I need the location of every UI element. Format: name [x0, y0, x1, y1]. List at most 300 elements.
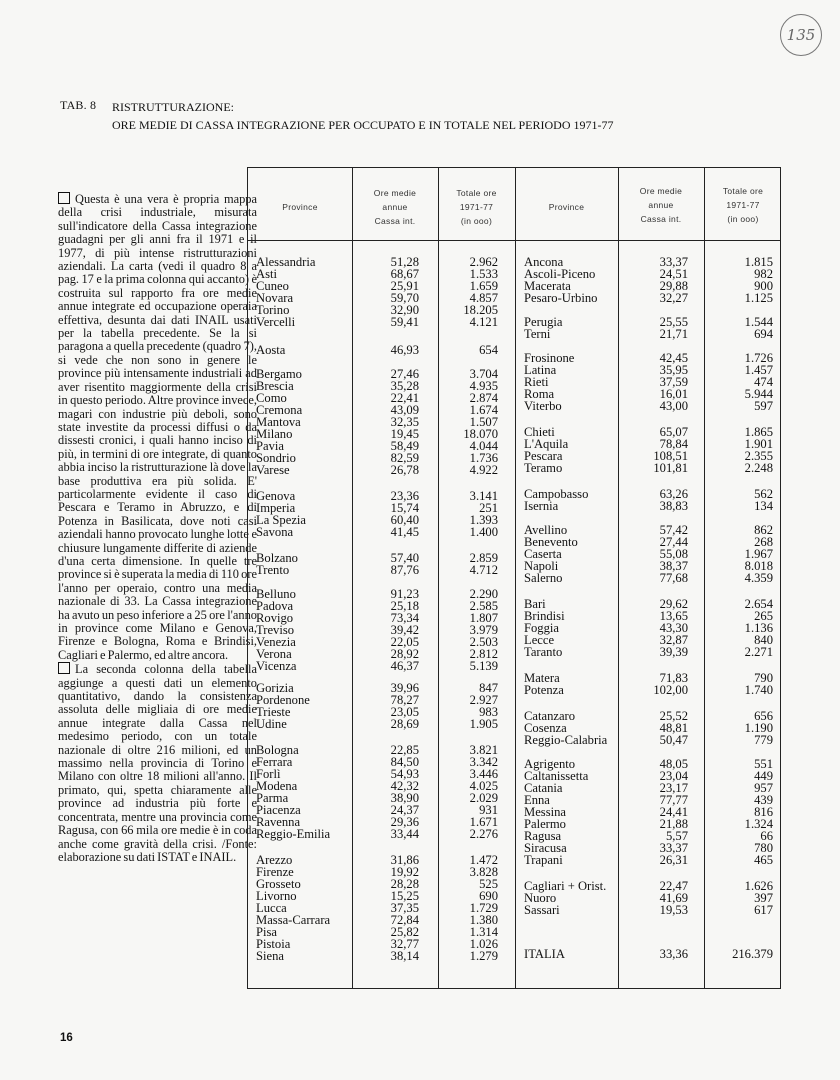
hours-value: 42,45 — [659, 351, 688, 365]
hours-value: 35,28 — [390, 379, 419, 393]
province-name: Siena — [256, 949, 284, 963]
province-name: Sassari — [524, 903, 560, 917]
checkbox-bullet-icon — [58, 192, 70, 204]
sidebar-paragraph-2-text: La seconda colonna della tabella aggiunge a questi dati un elemento quantitativo, dando la consistenza assoluta delle migliaia di ore medie annue integrate dalla Cassa nel medesimo periodo, con un totale nazionale di oltre 216 milioni, ed un massimo nella provincia di Torino e Milano con oltre 18 milioni all'anno. Il primato, qui, spetta chiaramente alle province ad industria più forte e concentrata, mentre una provincia come Ragusa, con 66 mila ore medie è in coda anche come gravità della crisi. /Fonte: elaborazione su dati ISTAT e INAIL. — [58, 662, 257, 864]
total-value: 2.962 — [469, 255, 498, 269]
hours-value: 25,55 — [659, 315, 688, 329]
hours-value: 24,51 — [659, 267, 688, 281]
hours-value: 32,35 — [390, 415, 419, 429]
total-value: 1.901 — [744, 437, 773, 451]
province-name: Imperia — [256, 501, 296, 515]
total-value: 4.025 — [469, 779, 498, 793]
checkbox-bullet-icon — [58, 662, 70, 674]
hours-value: 91,23 — [390, 587, 419, 601]
total-value: 1.125 — [744, 291, 773, 305]
total-value: 847 — [479, 681, 498, 695]
total-value: 268 — [754, 535, 773, 549]
hours-value: 32,87 — [659, 633, 688, 647]
province-name: Caserta — [524, 547, 562, 561]
hours-value: 108,51 — [653, 449, 688, 463]
total-value: 2.927 — [469, 693, 498, 707]
table-row — [248, 500, 782, 513]
total-value: 1.279 — [469, 949, 498, 963]
province-name: Lucca — [256, 901, 287, 915]
total-value: 5.139 — [469, 659, 498, 673]
province-name: Teramo — [524, 461, 563, 475]
province-name: Arezzo — [256, 853, 293, 867]
total-value: 1.544 — [744, 315, 773, 329]
total-value: 4.359 — [744, 571, 773, 585]
province-name: Varese — [256, 463, 290, 477]
province-name: Benevento — [524, 535, 578, 549]
hours-value: 87,76 — [390, 563, 419, 577]
hours-value: 71,83 — [659, 671, 688, 685]
total-value: 816 — [754, 805, 773, 819]
province-name: Mantova — [256, 415, 301, 429]
total-value: 2.874 — [469, 391, 498, 405]
total-value: 656 — [754, 709, 773, 723]
hours-value: 29,88 — [659, 279, 688, 293]
province-name: Rieti — [524, 375, 549, 389]
total-value: 3.446 — [469, 767, 498, 781]
total-value: 2.585 — [469, 599, 498, 613]
total-value: 1.674 — [469, 403, 498, 417]
total-value: 2.029 — [469, 791, 498, 805]
hours-value: 50,47 — [659, 733, 688, 747]
total-value: 3.704 — [469, 367, 498, 381]
province-name: Novara — [256, 291, 294, 305]
total-value: 2.271 — [744, 645, 773, 659]
hours-value: 38,37 — [659, 559, 688, 573]
hours-value: 23,17 — [659, 781, 688, 795]
province-name: Vercelli — [256, 315, 296, 329]
hours-value: 37,59 — [659, 375, 688, 389]
province-name: Enna — [524, 793, 550, 807]
hours-value: 58,49 — [390, 439, 419, 453]
province-name: Pisa — [256, 925, 277, 939]
province-name: Ascoli-Piceno — [524, 267, 596, 281]
header-hours-right: Ore medie annue Cassa int. — [639, 186, 683, 224]
province-name: Catanzaro — [524, 709, 576, 723]
hours-value: 25,91 — [390, 279, 419, 293]
total-value: 690 — [479, 889, 498, 903]
total-value: 251 — [479, 501, 498, 515]
page-number: 16 — [60, 1032, 73, 1044]
province-name: Nuoro — [524, 891, 557, 905]
total-value: 1.324 — [744, 817, 773, 831]
total-value: 1.136 — [744, 621, 773, 635]
total-value: 1.190 — [744, 721, 773, 735]
province-name: Verona — [256, 647, 292, 661]
header-hours-left: Ore medie annue Cassa int. — [373, 188, 417, 226]
province-name: Potenza — [524, 683, 564, 697]
province-name: Terni — [524, 327, 551, 341]
data-table — [247, 167, 781, 989]
table-row — [248, 400, 782, 413]
province-name: Cagliari + Orist. — [524, 879, 607, 893]
hours-value: 55,08 — [659, 547, 688, 561]
page-mark-stamp — [780, 14, 822, 56]
hours-value: 27,46 — [390, 367, 419, 381]
hours-value: 32,77 — [390, 937, 419, 951]
province-name: Grosseto — [256, 877, 301, 891]
province-name: Venezia — [256, 635, 296, 649]
province-name: Pavia — [256, 439, 284, 453]
header-total-right: Totale ore 1971-77 (in ooo) — [722, 186, 764, 224]
hours-value: 13,65 — [659, 609, 688, 623]
hours-value: 25,82 — [390, 925, 419, 939]
hours-value: 39,39 — [659, 645, 688, 659]
hours-value: 27,44 — [659, 535, 688, 549]
hours-value: 21,88 — [659, 817, 688, 831]
hours-value: 25,18 — [390, 599, 419, 613]
hours-value: 33,44 — [390, 827, 419, 841]
province-name: Trieste — [256, 705, 291, 719]
province-name: Trento — [256, 563, 290, 577]
title-line-2: ORE MEDIE DI CASSA INTEGRAZIONE PER OCCUPATO E IN TOTALE NEL PERIODO 1971-77 — [112, 118, 614, 132]
hours-value: 51,28 — [390, 255, 419, 269]
hours-value: 19,45 — [390, 427, 419, 441]
hours-value: 57,40 — [390, 551, 419, 565]
hours-value: 72,84 — [390, 913, 419, 927]
total-value: 654 — [479, 343, 498, 357]
province-name: Ancona — [524, 255, 564, 269]
hours-value: 63,26 — [659, 487, 688, 501]
total-value: 4.857 — [469, 291, 498, 305]
total-value: 1.393 — [469, 513, 498, 527]
total-value: 465 — [754, 853, 773, 867]
total-value: 1.533 — [469, 267, 498, 281]
province-name: Forlì — [256, 767, 281, 781]
province-name: Sondrio — [256, 451, 296, 465]
total-value: 2.248 — [744, 461, 773, 475]
header-divider — [248, 240, 780, 241]
province-name: Alessandria — [256, 255, 316, 269]
total-value: 790 — [754, 671, 773, 685]
total-value: 779 — [754, 733, 773, 747]
province-name: Brindisi — [524, 609, 565, 623]
total-value: 3.979 — [469, 623, 498, 637]
table-row — [248, 681, 782, 697]
sidebar-paragraph-1-text: Questa è una vera è propria mappa della crisi industriale, misurata sull'indicatore della Cassa integrazione guadagni per gli anni fra il 1971 e il 1977, di più intense ristrutturazioni aziendali. La carta (vedi il quadro 8 a pag. 17 e la prima colonna qui accanto) è costruita sul rapporto fra ore medie annue integrate ed occupazione operaia effettiva, desunta dai dati INAIL usati per la tabella precedente. Se la si paragona a quella precedente (quadro 7), si vede che non sono in genere le province più intensamente industriali ad aver risentito maggiormente della crisi in questo periodo. Altre province invece, magari con industrie più deboli, sono state investite da processi diffusi o da dissesti cronici, i quali hanno inciso di più, in termini di ore integrate, di quanto abbia inciso la ristrutturazione là dove la base produttiva era più solida. E' particolarmente evidente il caso di Pescara e Teramo in Abruzzo, e di Potenza in Basilicata, dove noti casi aziendali hanno provocato lunghe lotte e chiusure lungamente differite di aziende d'una certa dimensione. In quelle tre province si è superata la media di 110 ore l'anno per operaio, contro una media nazionale di 33. La Cassa integrazione ha avuto un peso inferiore a 25 ore l'anno in province come Milano e Genova, Firenze e Bologna, Roma e Brindisi, Cagliari e Palermo, ed altre ancora. — [58, 192, 257, 662]
province-name: Cuneo — [256, 279, 289, 293]
province-name: Avellino — [524, 523, 568, 537]
total-value: 1.736 — [469, 451, 498, 465]
province-name: Aosta — [256, 343, 286, 357]
province-name: Salerno — [524, 571, 563, 585]
province-name: ITALIA — [524, 947, 565, 961]
province-name: Bari — [524, 597, 546, 611]
hours-value: 101,81 — [653, 461, 688, 475]
total-value: 1.507 — [469, 415, 498, 429]
hours-value: 28,28 — [390, 877, 419, 891]
province-name: Treviso — [256, 623, 295, 637]
total-value: 1.726 — [744, 351, 773, 365]
province-name: Siracusa — [524, 841, 567, 855]
province-name: Cosenza — [524, 721, 567, 735]
header-province-right: Province — [548, 202, 585, 212]
total-value: 1.815 — [744, 255, 773, 269]
province-name: Vicenza — [256, 659, 297, 673]
total-value: 957 — [754, 781, 773, 795]
total-value: 1.807 — [469, 611, 498, 625]
province-name: La Spezia — [256, 513, 306, 527]
total-value: 900 — [754, 279, 773, 293]
table-row — [248, 901, 782, 917]
total-value: 562 — [754, 487, 773, 501]
total-value: 3.828 — [469, 865, 498, 879]
province-name: Catania — [524, 781, 563, 795]
table-row — [248, 948, 782, 961]
hours-value: 41,69 — [659, 891, 688, 905]
province-name: Matera — [524, 671, 560, 685]
hours-value: 43,30 — [659, 621, 688, 635]
total-value: 397 — [754, 891, 773, 905]
table-title — [112, 98, 614, 134]
table-row — [248, 328, 782, 341]
province-name: Pordenone — [256, 693, 310, 707]
total-value: 4.935 — [469, 379, 498, 393]
hours-value: 68,67 — [390, 267, 419, 281]
hours-value: 37,35 — [390, 901, 419, 915]
total-value: 840 — [754, 633, 773, 647]
hours-value: 29,62 — [659, 597, 688, 611]
province-name: Belluno — [256, 587, 296, 601]
province-name: Foggia — [524, 621, 559, 635]
hours-value: 28,69 — [390, 717, 419, 731]
total-value: 5.944 — [744, 387, 773, 401]
total-value: 1.457 — [744, 363, 773, 377]
total-value: 449 — [754, 769, 773, 783]
province-name: Roma — [524, 387, 555, 401]
total-value: 694 — [754, 327, 773, 341]
sidebar-commentary — [58, 192, 257, 864]
total-value: 1.729 — [469, 901, 498, 915]
hours-value: 22,85 — [390, 743, 419, 757]
total-value: 1.400 — [469, 525, 498, 539]
total-value: 862 — [754, 523, 773, 537]
province-name: Milano — [256, 427, 293, 441]
hours-value: 35,95 — [659, 363, 688, 377]
total-value: 4.922 — [469, 463, 498, 477]
province-name: Agrigento — [524, 757, 576, 771]
sidebar-paragraph-2 — [58, 662, 257, 864]
hours-value: 38,83 — [659, 499, 688, 513]
province-name: Viterbo — [524, 399, 562, 413]
province-name: Massa-Carrara — [256, 913, 331, 927]
hours-value: 39,42 — [390, 623, 419, 637]
total-value: 982 — [754, 267, 773, 281]
province-name: Pistoia — [256, 937, 291, 951]
total-value: 983 — [479, 705, 498, 719]
hours-value: 57,42 — [659, 523, 688, 537]
province-name: Reggio-Emilia — [256, 827, 331, 841]
total-value: 3.141 — [469, 489, 498, 503]
total-value: 525 — [479, 877, 498, 891]
hours-value: 22,41 — [390, 391, 419, 405]
province-name: Trapani — [524, 853, 563, 867]
total-value: 4.712 — [469, 563, 498, 577]
hours-value: 41,45 — [390, 525, 419, 539]
hours-value: 22,05 — [390, 635, 419, 649]
province-name: Asti — [256, 267, 277, 281]
total-value: 4.121 — [469, 315, 498, 329]
header-total-left: Totale ore 1971-77 (in ooo) — [456, 188, 497, 226]
province-name: Perugia — [524, 315, 563, 329]
total-value: 439 — [754, 793, 773, 807]
table-row — [248, 292, 782, 305]
hours-value: 46,37 — [390, 659, 419, 673]
hours-value: 82,59 — [390, 451, 419, 465]
total-value: 597 — [754, 399, 773, 413]
total-value: 1.026 — [469, 937, 498, 951]
total-value: 1.626 — [744, 879, 773, 893]
hours-value: 43,00 — [659, 399, 688, 413]
province-name: Modena — [256, 779, 298, 793]
total-value: 2.812 — [469, 647, 498, 661]
header-province-left: Province — [282, 202, 318, 212]
total-value: 1.865 — [744, 425, 773, 439]
province-name: Taranto — [524, 645, 563, 659]
total-value: 8.018 — [744, 559, 773, 573]
hours-value: 38,14 — [390, 949, 419, 963]
province-name: Piacenza — [256, 803, 301, 817]
total-value: 780 — [754, 841, 773, 855]
hours-value: 46,93 — [390, 343, 419, 357]
province-name: Como — [256, 391, 287, 405]
province-name: Parma — [256, 791, 289, 805]
hours-value: 24,41 — [659, 805, 688, 819]
province-name: Caltanissetta — [524, 769, 589, 783]
hours-value: 38,90 — [390, 791, 419, 805]
total-value: 1.671 — [469, 815, 498, 829]
total-value: 18.205 — [463, 303, 498, 317]
province-name: Padova — [256, 599, 294, 613]
province-name: Latina — [524, 363, 557, 377]
hours-value: 65,07 — [659, 425, 688, 439]
hours-value: 42,32 — [390, 779, 419, 793]
table-row — [248, 572, 782, 585]
province-name: Torino — [256, 303, 290, 317]
province-name: Bergamo — [256, 367, 302, 381]
page-mark-text: 135 — [786, 26, 816, 44]
hours-value: 33,36 — [659, 947, 688, 961]
total-value: 2.503 — [469, 635, 498, 649]
total-value: 216.379 — [732, 947, 773, 961]
hours-value: 23,04 — [659, 769, 688, 783]
province-name: Frosinone — [524, 351, 575, 365]
hours-value: 48,81 — [659, 721, 688, 735]
hours-value: 32,90 — [390, 303, 419, 317]
total-value: 1.472 — [469, 853, 498, 867]
hours-value: 77,68 — [659, 571, 688, 585]
province-name: Campobasso — [524, 487, 589, 501]
total-value: 1.905 — [469, 717, 498, 731]
hours-value: 39,96 — [390, 681, 419, 695]
province-name: Chieti — [524, 425, 555, 439]
total-value: 617 — [754, 903, 773, 917]
total-value: 1.967 — [744, 547, 773, 561]
province-name: Savona — [256, 525, 294, 539]
hours-value: 23,36 — [390, 489, 419, 503]
province-name: Lecce — [524, 633, 555, 647]
hours-value: 84,50 — [390, 755, 419, 769]
province-name: Livorno — [256, 889, 297, 903]
table-row — [248, 646, 782, 659]
province-name: Palermo — [524, 817, 566, 831]
hours-value: 33,37 — [659, 841, 688, 855]
hours-value: 5,57 — [665, 829, 688, 843]
hours-value: 59,41 — [390, 315, 419, 329]
hours-value: 15,25 — [390, 889, 419, 903]
hours-value: 15,74 — [390, 501, 419, 515]
province-name: Pescara — [524, 449, 563, 463]
province-name: Ravenna — [256, 815, 301, 829]
hours-value: 26,31 — [659, 853, 688, 867]
total-value: 2.290 — [469, 587, 498, 601]
province-name: Udine — [256, 717, 287, 731]
hours-value: 23,05 — [390, 705, 419, 719]
hours-value: 19,53 — [659, 903, 688, 917]
hours-value: 43,09 — [390, 403, 419, 417]
hours-value: 19,92 — [390, 865, 419, 879]
table-number: TAB. 8 — [60, 98, 97, 112]
hours-value: 24,37 — [390, 803, 419, 817]
title-line-1: RISTRUTTURAZIONE: — [112, 100, 234, 114]
total-value: 4.044 — [469, 439, 498, 453]
province-name: Ragusa — [524, 829, 562, 843]
province-name: L'Aquila — [524, 437, 569, 451]
table-row — [248, 734, 782, 747]
hours-value: 32,27 — [659, 291, 688, 305]
table-row — [248, 462, 782, 475]
hours-value: 16,01 — [659, 387, 688, 401]
province-name: Isernia — [524, 499, 559, 513]
province-name: Gorizia — [256, 681, 294, 695]
hours-value: 21,71 — [659, 327, 688, 341]
province-name: Genova — [256, 489, 296, 503]
total-value: 1.314 — [469, 925, 498, 939]
hours-value: 25,52 — [659, 709, 688, 723]
total-value: 18.070 — [463, 427, 498, 441]
province-name: Rovigo — [256, 611, 294, 625]
hours-value: 28,92 — [390, 647, 419, 661]
total-value: 2.276 — [469, 827, 498, 841]
total-value: 134 — [754, 499, 773, 513]
table-row — [248, 854, 782, 867]
province-name: Firenze — [256, 865, 294, 879]
total-value: 66 — [760, 829, 773, 843]
province-name: Macerata — [524, 279, 571, 293]
total-value: 265 — [754, 609, 773, 623]
province-name: Reggio-Calabria — [524, 733, 608, 747]
hours-value: 29,36 — [390, 815, 419, 829]
hours-value: 48,05 — [659, 757, 688, 771]
total-value: 2.654 — [744, 597, 773, 611]
total-value: 1.659 — [469, 279, 498, 293]
hours-value: 102,00 — [653, 683, 688, 697]
hours-value: 78,84 — [659, 437, 688, 451]
province-name: Bologna — [256, 743, 299, 757]
province-name: Brescia — [256, 379, 294, 393]
total-value: 3.821 — [469, 743, 498, 757]
province-name: Ferrara — [256, 755, 293, 769]
province-name: Messina — [524, 805, 566, 819]
province-name: Cremona — [256, 403, 303, 417]
hours-value: 22,47 — [659, 879, 688, 893]
hours-value: 59,70 — [390, 291, 419, 305]
hours-value: 73,34 — [390, 611, 419, 625]
